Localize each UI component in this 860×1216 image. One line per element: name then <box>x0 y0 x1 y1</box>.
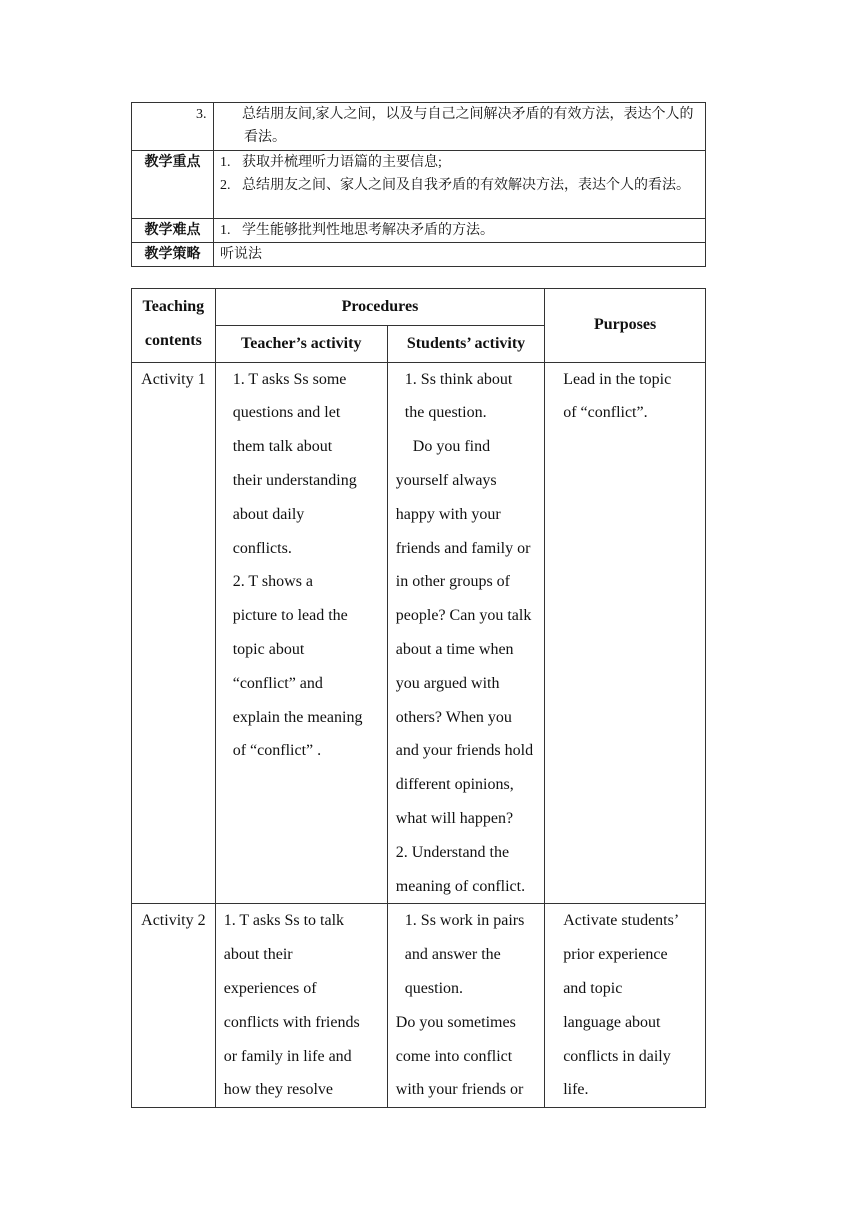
purpose-line: prior experience <box>563 946 668 964</box>
activity-2-teacher <box>215 904 387 1108</box>
student-line: different opinions, <box>395 776 514 794</box>
purposes-header: Purposes <box>545 289 706 363</box>
activity-2-row <box>132 904 706 1108</box>
teacher-line: how they resolve <box>223 1081 334 1099</box>
procedures-header: Procedures <box>215 289 544 326</box>
teacher-line: experiences of <box>223 979 317 997</box>
teacher-line: 1. T asks Ss to talk <box>223 912 345 930</box>
student-line: about a time when <box>395 640 514 658</box>
student-line: come into conflict <box>395 1047 513 1065</box>
student-line: what will happen? <box>395 809 514 827</box>
student-line: others? When you <box>395 708 512 726</box>
teacher-line: topic about <box>232 640 305 658</box>
student-line: meaning of conflict. <box>395 877 526 895</box>
student-line: 1. Ss think about <box>404 370 513 388</box>
activity-1-row <box>132 362 706 904</box>
activity-1-students <box>387 362 544 904</box>
key-points-row <box>132 151 706 219</box>
student-line: 1. Ss work in pairs <box>404 912 525 930</box>
procedures-table <box>131 288 706 1108</box>
difficulties-row <box>132 219 706 243</box>
purpose-line: language about <box>563 1013 661 1031</box>
key-points-label: 教学重点 <box>132 151 214 219</box>
activity-2-label: Activity 2 <box>132 904 216 1108</box>
teacher-line: conflicts. <box>232 539 292 557</box>
key-point-1: 1. 获取并梳理听力语篇的主要信息; <box>220 155 442 170</box>
key-point-2: 2. 总结朋友之间、家人之间及自我矛盾的有效解决方法，表达个人的看法。 <box>220 178 690 193</box>
teacher-line: 2. T shows a <box>232 573 314 591</box>
strategy-row <box>132 243 706 267</box>
key-points-cell <box>214 151 706 219</box>
student-line: people? Can you talk <box>395 607 532 625</box>
purpose-line: Activate students’ <box>563 912 680 930</box>
teacher-line: explain the meaning <box>232 708 363 726</box>
teacher-line: “conflict” and <box>232 674 323 692</box>
student-line: and answer the <box>404 946 501 964</box>
teacher-line: them talk about <box>232 438 333 456</box>
teacher-line: of “conflict” . <box>232 742 322 760</box>
strategy-cell: 听说法 <box>214 243 706 267</box>
objective-row <box>132 103 706 151</box>
header-row-1 <box>132 289 706 326</box>
student-line: in other groups of <box>395 573 510 591</box>
student-line: question. <box>404 979 464 997</box>
objective-item-3: 3. 总结朋友间,家人之间，以及与自己之间解决矛盾的有效方法，表达个人的看法。 <box>196 107 694 145</box>
strategy-label: 教学策略 <box>132 243 214 267</box>
activity-2-purpose <box>545 904 706 1108</box>
teacher-line: about their <box>223 946 293 964</box>
student-line: friends and family or <box>395 539 531 557</box>
teacher-line: 1. T asks Ss some <box>232 370 347 388</box>
purpose-line: conflicts in daily <box>563 1047 671 1065</box>
student-line: happy with your <box>395 505 501 523</box>
student-line: and your friends hold <box>395 742 534 760</box>
student-line: 2. Understand the <box>395 843 510 861</box>
difficulties-label: 教学难点 <box>132 219 214 243</box>
teacher-line: about daily <box>232 505 305 523</box>
student-line: with your friends or <box>395 1081 524 1099</box>
activity-1-label: Activity 1 <box>132 362 216 904</box>
student-line: Do you sometimes <box>395 1013 516 1031</box>
teacher-line: conflicts with friends <box>223 1013 360 1031</box>
teacher-line: picture to lead the <box>232 607 348 625</box>
student-line: you argued with <box>395 674 500 692</box>
teacher-activity-header: Teacher’s activity <box>215 325 387 362</box>
activity-1-teacher <box>215 362 387 904</box>
purpose-line: and topic <box>563 979 623 997</box>
objective-cell <box>196 103 706 151</box>
student-line: Do you find <box>412 438 491 456</box>
students-activity-header: Students’ activity <box>387 325 544 362</box>
difficulties-cell: 1. 学生能够批判性地思考解决矛盾的方法。 <box>214 219 706 243</box>
teacher-line: questions and let <box>232 404 341 422</box>
student-line: yourself always <box>395 471 497 489</box>
activity-1-purpose <box>545 362 706 904</box>
purpose-line: Lead in the topic <box>563 370 672 388</box>
teaching-contents-header: Teaching contents <box>132 289 216 363</box>
teaching-plan-info-table <box>131 102 706 267</box>
purpose-line: of “conflict”. <box>563 404 648 422</box>
activity-2-students <box>387 904 544 1108</box>
purpose-line: life. <box>563 1081 589 1099</box>
student-line: the question. <box>404 404 487 422</box>
teacher-line: their understanding <box>232 471 357 489</box>
teacher-line: or family in life and <box>223 1047 352 1065</box>
